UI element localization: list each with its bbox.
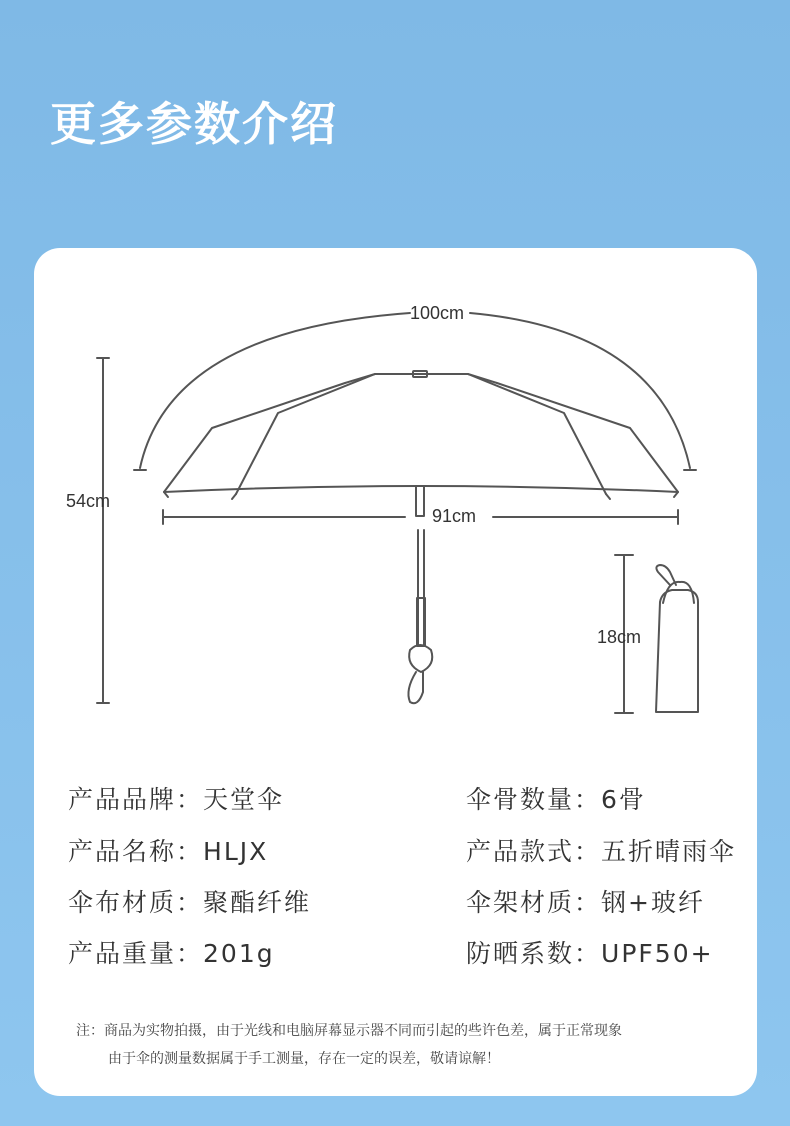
spec-upf: 防晒系数：UPF50+ (466, 939, 714, 968)
spec-label: 伞布材质 (68, 888, 177, 917)
spec-brand: 产品品牌：天堂伞 (68, 785, 285, 814)
spec-frame: 伞架材质：钢+玻纤 (466, 888, 705, 917)
spec-value: 天堂伞 (203, 785, 285, 814)
note-line-1: 注：商品为实物拍摄，由于光线和电脑屏幕显示器不同而引起的些许色差，属于正常现象 (76, 1023, 622, 1039)
spec-fabric: 伞布材质：聚酯纤维 (68, 888, 312, 917)
note-line-2: 由于伞的测量数据属于手工测量，存在一定的误差，敬请谅解！ (108, 1051, 500, 1067)
spec-value: 聚酯纤维 (203, 888, 312, 917)
spec-label: 防晒系数 (466, 939, 575, 968)
spec-label: 产品重量 (68, 939, 177, 968)
spec-value: 6骨 (601, 785, 646, 814)
spec-style: 产品款式：五折晴雨伞 (466, 837, 737, 866)
spec-value: UPF50+ (601, 939, 714, 968)
spec-label: 伞架材质 (466, 888, 575, 917)
page-title: 更多参数介绍 (50, 97, 338, 151)
spec-value: 五折晴雨伞 (601, 837, 737, 866)
spec-value: HLJX (203, 837, 269, 866)
spec-label: 产品名称 (68, 837, 177, 866)
umbrella-canopy (164, 371, 678, 499)
spec-label: 伞骨数量 (466, 785, 575, 814)
folded-umbrella (656, 565, 698, 712)
spec-label: 产品款式 (466, 837, 575, 866)
spec-label: 产品品牌 (68, 785, 177, 814)
spec-name: 产品名称：HLJX (68, 837, 269, 866)
spec-weight: 产品重量：201g (68, 939, 275, 968)
arc-dimension-label: 100cm (410, 303, 465, 323)
umbrella-shaft (408, 486, 432, 703)
width-dimension-label: 91cm (432, 506, 477, 526)
height-dimension-label: 54cm (66, 491, 111, 511)
arc-dimension-line (140, 313, 410, 468)
spec-value: 201g (203, 939, 275, 968)
spec-ribs: 伞骨数量：6骨 (466, 785, 646, 814)
spec-value: 钢+玻纤 (601, 888, 705, 917)
folded-dimension-label: 18cm (597, 627, 642, 647)
